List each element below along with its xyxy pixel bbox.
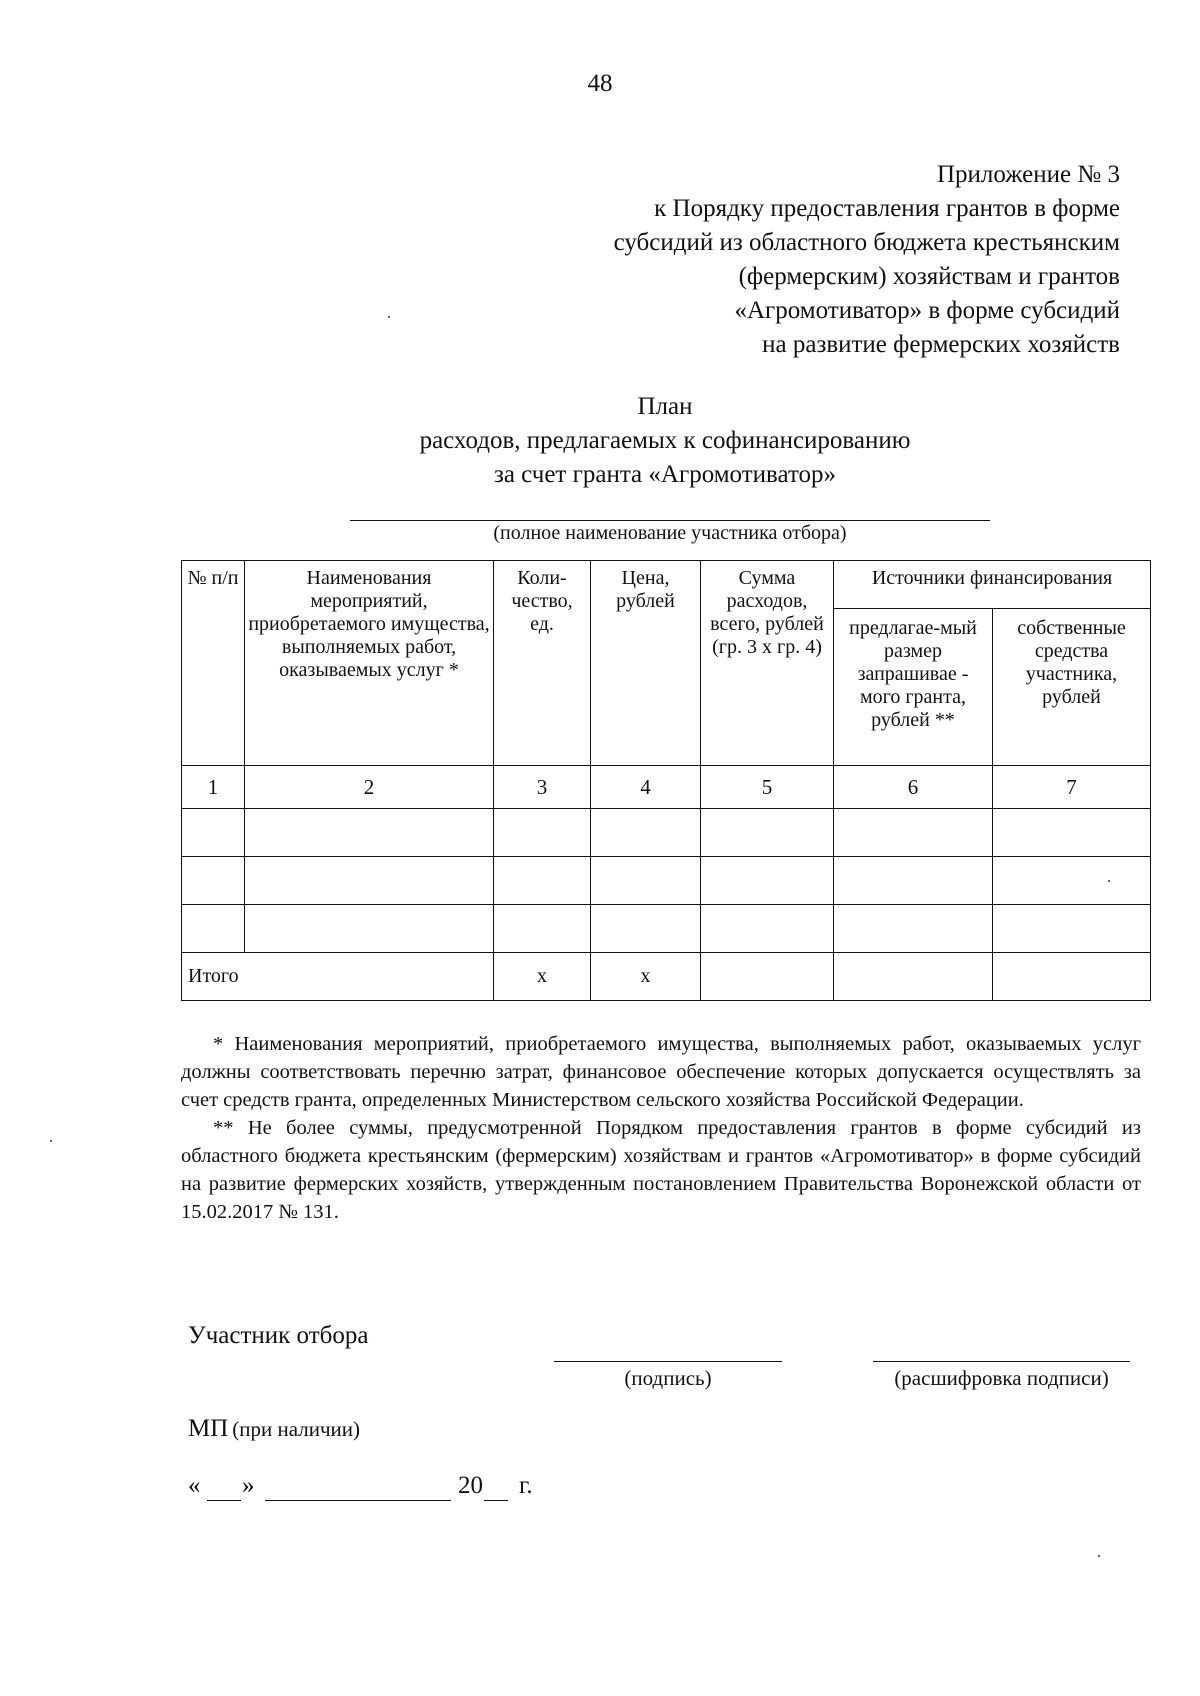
expense-plan-table: [181, 560, 1151, 1001]
title-line: расходов, предлагаемых к софинансированию: [419, 427, 911, 454]
header-num: № п/п: [182, 561, 245, 766]
scan-speck: [1098, 1555, 1100, 1557]
table-cell[interactable]: [494, 905, 591, 953]
date-year-suffix: г.: [519, 1472, 533, 1499]
column-number: 4: [591, 766, 701, 809]
stamp-prefix: МП: [188, 1415, 229, 1442]
appendix-line: на развитие фермерских хозяйств: [762, 331, 1120, 358]
total-row: [182, 953, 1151, 1001]
date-year-prefix: 20: [458, 1472, 483, 1499]
table-cell[interactable]: [182, 809, 245, 857]
appendix-line: «Агромотиватор» в форме субсидий: [734, 297, 1120, 324]
footnote-2: ** Не более суммы, предусмотренной Порядком предоставления грантов в форме субсидий из областного бюджета крестьянским (фермерским) хозяйствам и грантов «Агромотиватор» в форме субсидий на развитие фермерских хозяйств, утвержденным постановлением Правительства Воронежской области от 15.02.2017 № 131.: [181, 1117, 1141, 1223]
total-grant[interactable]: [834, 953, 993, 1001]
table-row: [182, 857, 1151, 905]
column-number: 1: [182, 766, 245, 809]
table-cell[interactable]: [701, 905, 834, 953]
header-price: Цена, рублей: [591, 561, 701, 766]
signature-caption: (подпись): [624, 1366, 712, 1390]
table-cell[interactable]: [701, 809, 834, 857]
total-own[interactable]: [993, 953, 1151, 1001]
page-number: 48: [587, 70, 613, 97]
footnote-1: * Наименования мероприятий, приобретаемого имущества, выполняемых работ, оказываемых услуг должны соответствовать перечню затрат, финансовое обеспечение которых допускается осуществлять за счет средств гранта, определенных Министерством сельского хозяйства Российской Федерации.: [181, 1033, 1141, 1111]
table-cell[interactable]: [245, 905, 494, 953]
table-cell[interactable]: [591, 857, 701, 905]
appendix-line: субсидий из областного бюджета крестьянским: [613, 229, 1120, 256]
appendix-line: (фермерским) хозяйствам и грантов: [738, 263, 1120, 290]
footnotes: [181, 1030, 1141, 1226]
decoding-line[interactable]: [873, 1361, 1130, 1362]
document-title: [0, 390, 1200, 492]
scan-speck: [388, 316, 390, 318]
table-cell[interactable]: [701, 857, 834, 905]
table-row: [182, 905, 1151, 953]
date-open-quote: «: [188, 1472, 201, 1499]
header-sources: Источники финансирования: [834, 561, 1151, 609]
total-qty: х: [494, 953, 591, 1001]
stamp-suffix: (при наличии): [232, 1417, 361, 1441]
column-number: 2: [245, 766, 494, 809]
participant-caption: (полное наименование участника отбора): [493, 522, 847, 544]
table-cell[interactable]: [993, 905, 1151, 953]
table-cell[interactable]: [182, 857, 245, 905]
table-cell[interactable]: [494, 809, 591, 857]
total-label: Итого: [182, 953, 494, 1001]
appendix-header: [500, 158, 1120, 362]
column-number: 3: [494, 766, 591, 809]
table-cell[interactable]: [591, 905, 701, 953]
scan-speck: [50, 1140, 52, 1142]
appendix-line: к Порядку предоставления грантов в форме: [654, 195, 1120, 222]
table-cell[interactable]: [182, 905, 245, 953]
total-sum[interactable]: [701, 953, 834, 1001]
table-cell[interactable]: [834, 905, 993, 953]
date-year-line[interactable]: [484, 1500, 508, 1501]
total-price: х: [591, 953, 701, 1001]
title-line: за счет гранта «Агромотиватор»: [493, 461, 837, 488]
header-grant: предлагае-мый размер запрашивае - мого гранта, рублей **: [834, 609, 993, 766]
decoding-caption: (расшифровка подписи): [894, 1366, 1109, 1390]
participant-label: Участник отбора: [188, 1322, 369, 1349]
appendix-line: Приложение № 3: [936, 161, 1120, 188]
header-name: Наименования мероприятий, приобретаемого имущества, выполняемых работ, оказываемых услуг *: [245, 561, 494, 766]
table-cell[interactable]: [245, 857, 494, 905]
table-cell[interactable]: [993, 809, 1151, 857]
table-cell[interactable]: [993, 857, 1151, 905]
signature-line[interactable]: [554, 1361, 782, 1362]
table-cell[interactable]: [245, 809, 494, 857]
table-cell[interactable]: [591, 809, 701, 857]
date-month-line[interactable]: [265, 1500, 451, 1501]
column-number: 6: [834, 766, 993, 809]
title-line: План: [637, 393, 693, 420]
column-number-row: [182, 766, 1151, 809]
stamp-label: [188, 1415, 360, 1443]
header-qty: Коли-чество, ед.: [494, 561, 591, 766]
participant-name-line[interactable]: [350, 520, 990, 521]
table-cell[interactable]: [494, 857, 591, 905]
date-close-quote: »: [242, 1472, 255, 1499]
header-sum: Сумма расходов, всего, рублей (гр. 3 х гр. 4): [701, 561, 834, 766]
date-day-line[interactable]: [207, 1500, 241, 1501]
column-number: 5: [701, 766, 834, 809]
table-cell[interactable]: [834, 809, 993, 857]
column-number: 7: [993, 766, 1151, 809]
table-row: [182, 809, 1151, 857]
header-own: собственные средства участника, рублей: [993, 609, 1151, 766]
table-cell[interactable]: [834, 857, 993, 905]
scan-speck: [1108, 880, 1110, 882]
